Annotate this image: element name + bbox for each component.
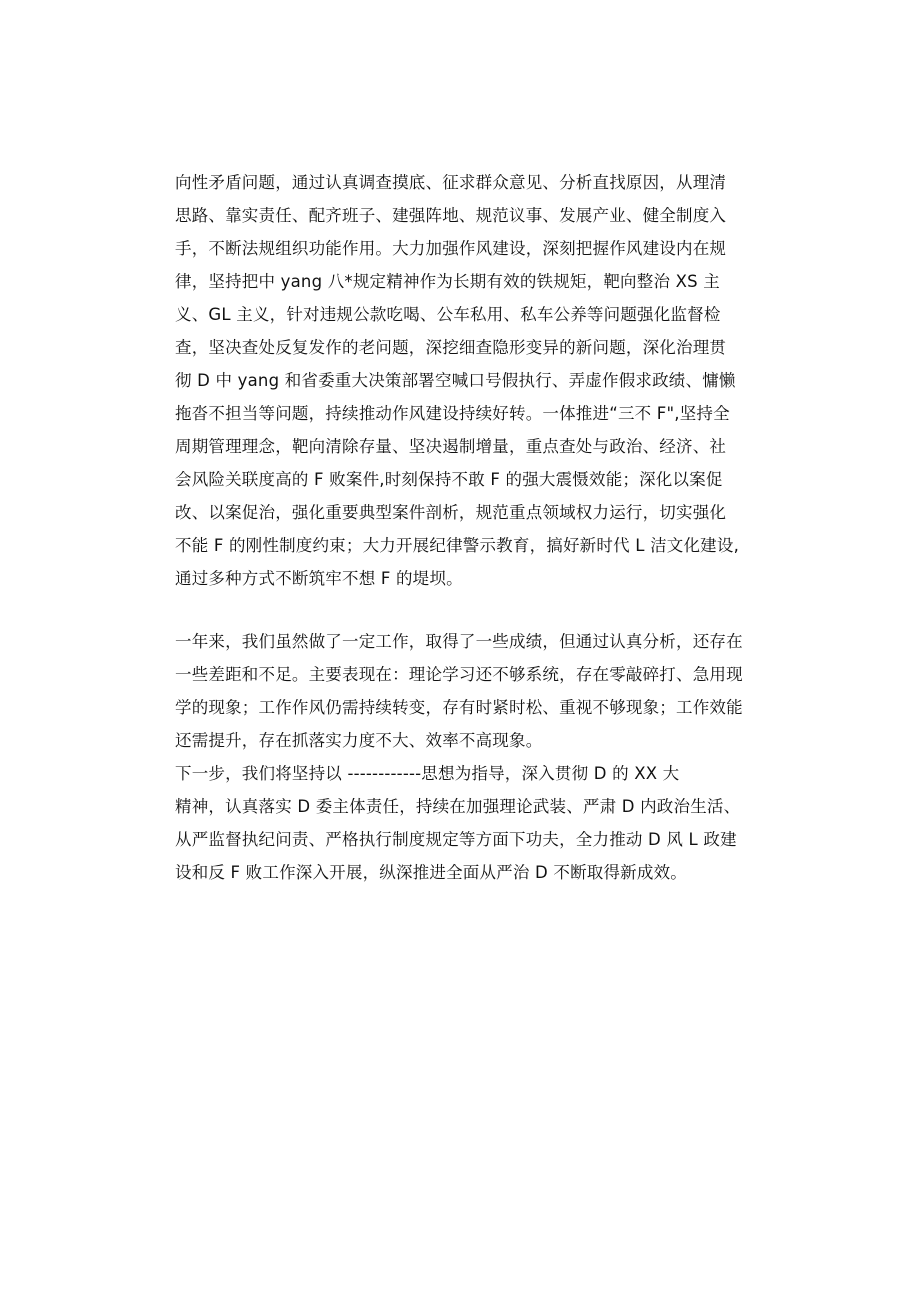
paragraph-line: 向性矛盾问题，通过认真调查摸底、征求群众意见、分析直找原因，从理清 (175, 173, 727, 192)
paragraph-line: 精神，认真落实 D 委主体责任，持续在加强理论武装、严肃 D 内政治生活、 (175, 797, 741, 816)
paragraph-line: 彻 D 中 yang 和省委重大决策部署空喊口号假执行、弄虚作假求政绩、慵懒 (175, 371, 736, 390)
paragraph-line: 律，坚持把中 yang 八*规定精神作为长期有效的铁规矩，靶向整治 XS 主 (175, 272, 720, 291)
paragraph-line: 通过多种方式不断筑牢不想 F 的堤坝。 (175, 569, 463, 588)
paragraph-line: 义、GL 主义，针对违规公款吃喝、公车私用、私车公养等问题强化监督检 (175, 305, 721, 324)
paragraph-line: 设和反 F 败工作深入开展，纵深推进全面从严治 D 不断取得新成效。 (175, 863, 687, 882)
paragraph-line: 从严监督执纪问责、严格执行制度规定等方面下功夫，全力推动 D 风 L 政建 (175, 830, 737, 849)
paragraph-line: 查，坚决查处反复发作的老问题，深挖细查隐形变异的新问题，深化治理贯 (175, 338, 727, 357)
paragraph-line: 一年来，我们虽然做了一定工作，取得了一些成绩，但通过认真分析，还存在 (175, 632, 743, 651)
paragraph-line: 学的现象；工作作风仍需持续转变，存有时紧时松、重视不够现象；工作效能 (175, 698, 743, 717)
paragraph-line: 周期管理理念，靶向清除存量、坚决遏制增量，重点查处与政治、经济、社 (175, 437, 727, 456)
paragraph-line: 会风险关联度高的 F 败案件,时刻保持不敢 F 的强大震慑效能；深化以案促 (175, 470, 723, 489)
paragraph-line: 还需提升，存在抓落实力度不大、效率不高现象。 (175, 731, 543, 750)
paragraph-line: 拖沓不担当等问题，持续推动作风建设持续好转。一体推进“三不 F",坚持全 (175, 404, 730, 423)
paragraph-line: 手，不断法规组织功能作用。大力加强作风建设，深刻把握作风建设内在规 (175, 239, 727, 258)
paragraph-line: 改、以案促治，强化重要典型案件剖析，规范重点领域权力运行，切实强化 (175, 503, 727, 522)
paragraph-line: 一些差距和不足。主要表现在：理论学习还不够系统，存在零敲碎打、急用现 (175, 665, 743, 684)
paragraph-line: 不能 F 的刚性制度约束；大力开展纪律警示教育，搞好新时代 L 洁文化建设, (175, 536, 740, 555)
paragraph-line: 思路、靠实责任、配齐班子、建强阵地、规范议事、发展产业、健全制度入 (175, 206, 727, 225)
paragraph-line: 下一步，我们将坚持以 ------------思想为指导，深入贯彻 D 的 XX 大 (175, 764, 680, 783)
